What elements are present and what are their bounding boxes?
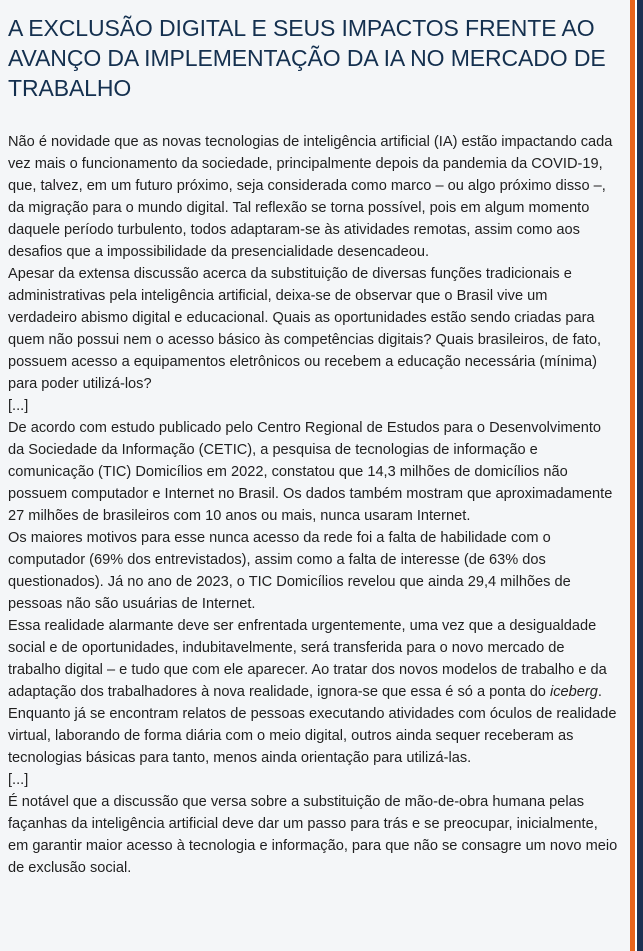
paragraph-cetic-study: De acordo com estudo publicado pelo Centro Regional de Estudos para o Desenvolvimento da Sociedade da Informação (CETIC), a pesquisa de tecnologias de informação e comunicação (TIC) Domicílios em 2022, constatou que 14,3 milhões de domicílios não possuem computador e Internet no Brasil. Os dados também mostram que aproximadamente 27 milhões de brasileiros com 10 anos ou mais, nunca usaram Internet. bbox=[8, 420, 613, 524]
paragraph-access-reasons: Os maiores motivos para esse nunca acesso da rede foi a falta de habilidade com o computador (69% dos entrevistados), assim como a falta de interesse (de 63% dos questionados). Já no ano de 2023, o TIC Domicílios revelou que ainda 29,4 milhões de pessoas não são usuárias de Internet. bbox=[8, 530, 571, 612]
paragraph-digital-abyss: Apesar da extensa discussão acerca da substituição de diversas funções tradicionais e administrativas pela inteligência artificial, deixa-se de observar que o Brasil vive um verdadeiro abismo digital e educacional. Quais as oportunidades estão sendo criadas para quem não possui nem o acesso básico às competências digitais? Quais brasileiros, de fato, possuem acesso a equipamentos eletrônicos ou recebem a educação necessária (mínima) para poder utilizá-los? bbox=[8, 266, 601, 392]
paragraph-conclusion: É notável que a discussão que versa sobre a substituição de mão-de-obra humana pelas façanhas da inteligência artificial deve dar um passo para trás e se preocupar, inicialmente, em garantir maior acesso à tecnologia e informação, para que não se consagre um novo meio de exclusão social. bbox=[8, 794, 618, 876]
right-accent-bar bbox=[630, 0, 643, 951]
article-body bbox=[8, 131, 620, 879]
paragraph-alarming-text-b: . Enquanto já se encontram relatos de pessoas executando atividades com óculos de realidade virtual, laborando de forma diária com o meio digital, outros ainda sequer receberam as tecnologias básicas para tanto, menos ainda orientação para utilizá-las. bbox=[8, 684, 617, 766]
orange-stripe bbox=[630, 0, 635, 951]
ellipsis-marker: [...] bbox=[8, 398, 29, 414]
paragraph-intro: Não é novidade que as novas tecnologias de inteligência artificial (IA) estão impactando cada vez mais o funcionamento da sociedade, principalmente depois da pandemia da COVID-19, que, talvez, em um futuro próximo, seja considerada como marco – ou algo próximo disso –, da migração para o mundo digital. Tal reflexão se torna possível, pois em algum momento daquele período turbulento, todos adaptaram-se às atividades remotas, assim como aos desafios que a impossibilidade da presencialidade desencadeou. bbox=[8, 134, 613, 260]
iceberg-term: iceberg bbox=[549, 684, 598, 700]
article-title: A EXCLUSÃO DIGITAL E SEUS IMPACTOS FRENTE AO AVANÇO DA IMPLEMENTAÇÃO DA IA NO MERCADO DE TRABALHO bbox=[8, 15, 606, 101]
paragraph-alarming-text-a: Essa realidade alarmante deve ser enfrentada urgentemente, uma vez que a desigualdade social e de oportunidades, indubitavelmente, será transferida para o novo mercado de trabalho digital – e tudo que com ele aparecer. Ao tratar dos novos modelos de trabalho e da adaptação dos trabalhadores à nova realidade, ignora-se que essa é só a ponta do bbox=[8, 618, 607, 700]
navy-stripe bbox=[637, 0, 643, 951]
ellipsis-marker-2: [...] bbox=[8, 772, 29, 788]
paragraph-alarming-reality bbox=[8, 615, 620, 769]
